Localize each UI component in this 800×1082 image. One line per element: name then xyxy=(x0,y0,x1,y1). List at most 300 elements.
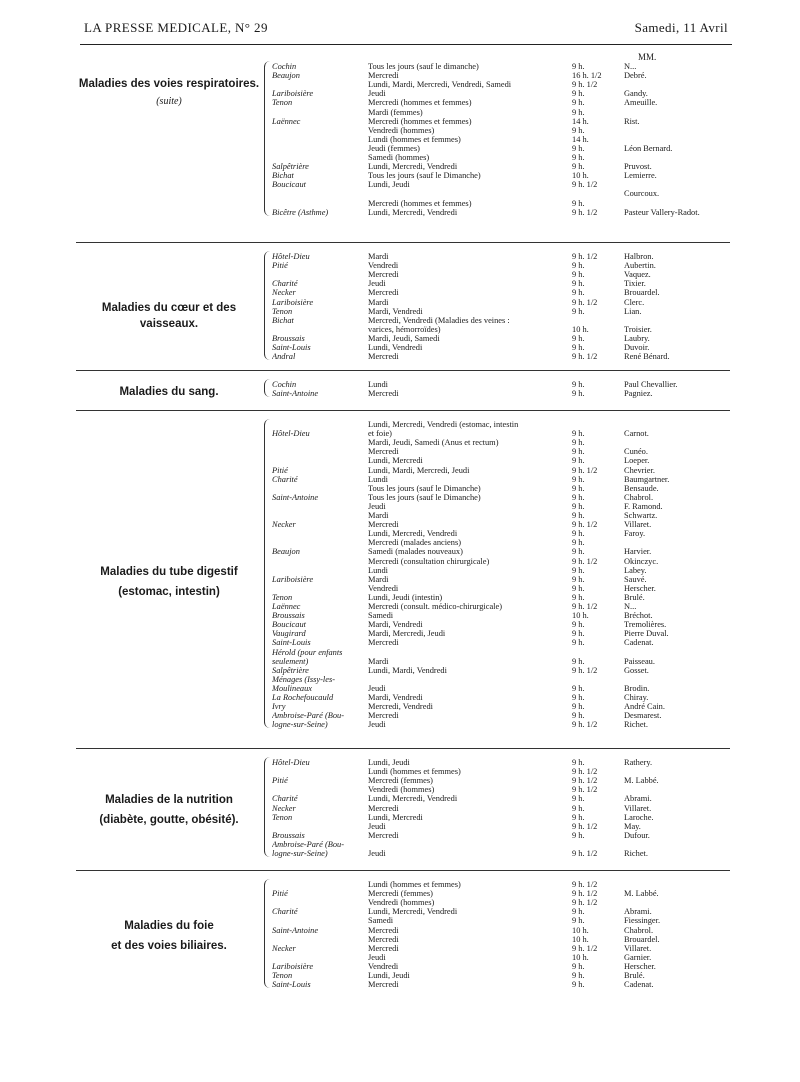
consultation-row xyxy=(272,135,732,144)
physician-name: Loeper. xyxy=(624,456,650,466)
consultation-time: 10 h. xyxy=(572,934,589,944)
physician-name: Schwartz. xyxy=(624,511,658,520)
consultation-days: Mercredi (consult. médico-chirurgicale) xyxy=(368,602,503,611)
consultation-row xyxy=(272,794,732,803)
page-header xyxy=(84,20,728,42)
physician-name: Herscher. xyxy=(624,961,656,971)
consultation-row xyxy=(272,926,732,935)
consultation-time: 9 h. xyxy=(572,565,585,575)
consultation-days: Lundi xyxy=(368,565,389,575)
consultation-row xyxy=(272,420,732,429)
consultation-time: 14 h. xyxy=(572,116,589,126)
physician-name: N... xyxy=(624,62,637,71)
physician-name: Chevrier. xyxy=(624,465,655,475)
physician-name: Ameuille. xyxy=(624,98,658,108)
schedule-section xyxy=(76,878,730,991)
consultation-row xyxy=(272,208,732,217)
consultation-row xyxy=(272,199,732,208)
consultation-row xyxy=(272,343,732,352)
consultation-time: 9 h. xyxy=(572,107,585,117)
consultation-time: 9 h. xyxy=(572,683,585,693)
consultation-days: Mercredi (hommes et femmes) xyxy=(368,116,472,126)
physician-name: Carnot. xyxy=(624,429,649,439)
hospital-name: Ambroise-Paré (Bou- xyxy=(272,839,345,849)
physician-name: Abrami. xyxy=(624,907,652,917)
physician-name: Gandy. xyxy=(624,89,648,99)
consultation-row xyxy=(272,171,732,180)
physician-name: Chiray. xyxy=(624,693,649,702)
physician-name: May. xyxy=(624,821,641,831)
consultation-row xyxy=(272,849,732,858)
consultation-days: Lundi, Mercredi, Vendredi xyxy=(368,529,458,539)
section-title: (diabète, goutte, obésité). xyxy=(99,814,239,826)
consultation-time: 9 h. xyxy=(572,343,585,352)
physician-name: Herscher. xyxy=(624,583,656,593)
consultation-days: Jeudi xyxy=(368,849,386,858)
consultation-days: Mercredi xyxy=(368,711,399,721)
hospital-name: Saint-Louis xyxy=(272,638,311,648)
consultation-days: Mercredi xyxy=(368,352,399,362)
physician-name: Cadenat. xyxy=(624,980,654,990)
consultation-days: Lundi, Mercredi, Vendredi xyxy=(368,907,458,917)
consultation-days: Mercredi xyxy=(368,270,399,280)
consultation-row xyxy=(272,593,732,602)
consultation-time: 10 h. xyxy=(572,171,589,181)
physician-name: Halbron. xyxy=(624,252,654,261)
section-divider xyxy=(76,870,730,871)
consultation-row xyxy=(272,889,732,898)
consultation-row xyxy=(272,711,732,720)
physician-name: Bréchot. xyxy=(624,611,653,621)
consultation-row xyxy=(272,475,732,484)
consultation-time: 9 h. 1/2 xyxy=(572,889,598,899)
consultation-days: Vendredi xyxy=(368,961,399,971)
hospital-name: Cochin xyxy=(272,62,297,71)
consultation-time: 9 h. xyxy=(572,279,585,289)
consultation-row xyxy=(272,693,732,702)
consultation-row xyxy=(272,117,732,126)
consultation-row xyxy=(272,71,732,80)
consultation-days: Tous les jours (sauf le Dimanche) xyxy=(368,483,481,493)
consultation-row xyxy=(272,438,732,447)
consultation-days: Lundi, Mardi, Mercredi, Vendredi, Samedi xyxy=(368,80,512,90)
consultation-days: Mardi xyxy=(368,252,389,261)
consultation-row xyxy=(272,80,732,89)
consultation-time: 9 h. 1/2 xyxy=(572,776,598,786)
consultation-days: Samedi (malades nouveaux) xyxy=(368,547,463,557)
physician-name: Duvoir. xyxy=(624,343,650,352)
physician-name: Brouardel. xyxy=(624,288,660,298)
consultation-row xyxy=(272,935,732,944)
consultation-days: Mardi xyxy=(368,297,389,307)
hospital-name: Pitié xyxy=(272,261,288,271)
section-title: Maladies du cœur et des vaisseaux. xyxy=(101,302,237,330)
consultation-row xyxy=(272,980,732,989)
hospital-name: Necker xyxy=(272,803,296,813)
consultation-row xyxy=(272,638,732,647)
consultation-time: 9 h. xyxy=(572,474,585,484)
consultation-row xyxy=(272,675,732,684)
hospital-name: Boucicaut xyxy=(272,620,306,630)
schedule-section xyxy=(76,250,730,363)
hospital-name: Saint-Antoine xyxy=(272,925,319,935)
consultation-row xyxy=(272,153,732,162)
consultation-time: 10 h. xyxy=(572,952,589,962)
consultation-days: Mardi, Jeudi, Samedi xyxy=(368,333,440,343)
physician-name: Brulé. xyxy=(624,971,645,980)
consultation-days: Mardi, Vendredi xyxy=(368,693,423,702)
consultation-row xyxy=(272,880,732,889)
consultation-time: 9 h. xyxy=(572,306,585,316)
consultation-time: 9 h. xyxy=(572,529,585,539)
physician-name: Labey. xyxy=(624,565,647,575)
physician-name: Rist. xyxy=(624,116,640,126)
hospital-name: Tenon xyxy=(272,306,293,316)
physician-name: Pruvost. xyxy=(624,162,652,172)
section-divider xyxy=(76,242,730,243)
hospital-name: Lariboisière xyxy=(272,574,314,584)
hospital-name: Pitié xyxy=(272,465,288,475)
consultation-time: 9 h. xyxy=(572,620,585,630)
consultation-days: Vendredi (hommes) xyxy=(368,898,435,908)
consultation-time: 9 h. xyxy=(572,702,585,712)
consultation-days: Vendredi (hommes) xyxy=(368,125,435,135)
section-brace xyxy=(264,419,271,728)
consultation-row xyxy=(272,822,732,831)
consultation-time: 9 h. xyxy=(572,693,585,702)
consultation-time: 10 h. xyxy=(572,324,589,334)
consultation-days: Mercredi xyxy=(368,830,399,840)
consultation-time: 9 h. xyxy=(572,270,585,280)
consultation-days: Lundi, Mercredi, Vendredi xyxy=(368,794,458,804)
hospital-name: Hôtel-Dieu xyxy=(272,252,310,261)
consultation-row xyxy=(272,971,732,980)
physician-name: Richet. xyxy=(624,720,648,730)
consultation-time: 9 h. xyxy=(572,483,585,493)
physician-name: Rathery. xyxy=(624,758,653,767)
consultation-time: 10 h. xyxy=(572,611,589,621)
consultation-time: 9 h. 1/2 xyxy=(572,297,598,307)
physician-name: Courcoux. xyxy=(624,189,660,199)
consultation-row xyxy=(272,270,732,279)
consultation-days: Lundi, Mercredi xyxy=(368,456,423,466)
physician-name: Brodin. xyxy=(624,683,650,693)
hospital-name: logne-sur-Seine) xyxy=(272,720,328,730)
consultation-days: Lundi, Mercredi, Vendredi xyxy=(368,207,458,217)
hospital-name: Lariboisière xyxy=(272,89,314,99)
consultation-row xyxy=(272,380,732,389)
consultation-days: Jeudi xyxy=(368,279,386,289)
consultation-days: Lundi, Mercredi, Vendredi xyxy=(368,162,458,172)
consultation-time: 9 h. xyxy=(572,143,585,153)
hospital-name: Saint-Antoine xyxy=(272,389,319,399)
consultation-days: Jeudi (femmes) xyxy=(368,143,420,153)
physician-name: Léon Bernard. xyxy=(624,143,673,153)
consultation-days: Lundi, Jeudi (intestin) xyxy=(368,592,443,602)
consultation-days: varices, hémorroïdes) xyxy=(368,324,441,334)
hospital-name: Saint-Louis xyxy=(272,343,311,352)
consultation-row xyxy=(272,502,732,511)
consultation-time: 9 h. 1/2 xyxy=(572,180,598,190)
consultation-time: 9 h. 1/2 xyxy=(572,720,598,730)
hospital-name: Bichat xyxy=(272,171,294,181)
consultation-row xyxy=(272,484,732,493)
hospital-name: Bichat xyxy=(272,315,294,325)
consultation-days: Lundi, Vendredi xyxy=(368,343,423,352)
consultation-days: Lundi, Jeudi xyxy=(368,180,410,190)
hospital-name: Ivry xyxy=(272,702,286,712)
consultation-row xyxy=(272,98,732,107)
consultation-time: 9 h. xyxy=(572,830,585,840)
physician-name: Pierre Duval. xyxy=(624,629,669,639)
consultation-days: Samedi xyxy=(368,916,394,926)
consultation-time: 9 h. xyxy=(572,162,585,172)
section-brace xyxy=(264,379,271,397)
header-rule xyxy=(80,44,732,45)
physician-name: Abrami. xyxy=(624,794,652,804)
physician-name: Lemierre. xyxy=(624,171,657,181)
hospital-name: Laënnec xyxy=(272,602,301,611)
consultation-row xyxy=(272,758,732,767)
consultation-time: 9 h. xyxy=(572,389,585,399)
consultation-days: Mercredi (hommes et femmes) xyxy=(368,98,472,108)
consultation-days: Mercredi (hommes et femmes) xyxy=(368,198,472,208)
physician-name: Vaquez. xyxy=(624,270,651,280)
consultation-days: Vendredi xyxy=(368,261,399,271)
consultation-time: 9 h. xyxy=(572,456,585,466)
consultation-time: 16 h. 1/2 xyxy=(572,71,602,81)
consultation-time: 9 h. xyxy=(572,538,585,548)
consultation-row xyxy=(272,456,732,465)
consultation-row xyxy=(272,666,732,675)
hospital-name: Moulineaux xyxy=(272,683,313,693)
physician-name: Villaret. xyxy=(624,520,652,530)
section-title: Maladies de la nutrition xyxy=(105,794,233,806)
consultation-days: Tous les jours (sauf le Dimanche) xyxy=(368,171,481,181)
consultation-row xyxy=(272,144,732,153)
physician-name: Baumgartner. xyxy=(624,474,670,484)
consultation-time: 9 h. 1/2 xyxy=(572,821,598,831)
consultation-row xyxy=(272,767,732,776)
consultation-days: Mardi xyxy=(368,574,389,584)
consultation-time: 9 h. xyxy=(572,971,585,980)
hospital-name: Necker xyxy=(272,943,296,953)
consultation-time: 9 h. xyxy=(572,916,585,926)
consultation-days: Mercredi xyxy=(368,934,399,944)
consultation-time: 9 h. 1/2 xyxy=(572,602,598,611)
hospital-name: Hôtel-Dieu xyxy=(272,429,310,439)
hospital-name: Tenon xyxy=(272,812,293,822)
consultation-days: Mercredi xyxy=(368,980,399,990)
consultation-row xyxy=(272,62,732,71)
consultation-row xyxy=(272,611,732,620)
consultation-row xyxy=(272,776,732,785)
consultation-days: Jeudi xyxy=(368,720,386,730)
consultation-days: Jeudi xyxy=(368,821,386,831)
hospital-name: Charité xyxy=(272,474,298,484)
consultation-time: 9 h. xyxy=(572,961,585,971)
consultation-row xyxy=(272,334,732,343)
consultation-time: 9 h. xyxy=(572,333,585,343)
hospital-name: Necker xyxy=(272,288,296,298)
consultation-row xyxy=(272,162,732,171)
consultation-days: Lundi, Mardi, Mercredi, Jeudi xyxy=(368,465,470,475)
physician-name: Richet. xyxy=(624,849,648,858)
schedule-section xyxy=(76,418,730,731)
consultation-days: et foie) xyxy=(368,429,392,439)
physician-name: Aubertin. xyxy=(624,261,656,271)
consultation-row xyxy=(272,831,732,840)
physician-name: Villaret. xyxy=(624,803,652,813)
hospital-name: Broussais xyxy=(272,830,305,840)
consultation-row xyxy=(272,684,732,693)
consultation-days: Mardi, Vendredi xyxy=(368,306,423,316)
consultation-row xyxy=(272,702,732,711)
column-heading-mm: MM. xyxy=(638,52,657,62)
consultation-time: 9 h. xyxy=(572,438,585,448)
consultation-time: 9 h. 1/2 xyxy=(572,849,598,858)
section-title: Maladies du foie xyxy=(124,920,214,932)
section-divider xyxy=(76,370,730,371)
consultation-row xyxy=(272,325,732,334)
consultation-days: Tous les jours (sauf le Dimanche) xyxy=(368,492,481,502)
hospital-name: Salpêtrière xyxy=(272,162,309,172)
consultation-days: Lundi, Mercredi xyxy=(368,812,423,822)
section-brace xyxy=(264,251,271,360)
consultation-days: Mercredi (femmes) xyxy=(368,776,433,786)
consultation-row xyxy=(272,529,732,538)
physician-name: Paisseau. xyxy=(624,656,655,666)
physician-name: André Cain. xyxy=(624,702,665,712)
consultation-time: 9 h. xyxy=(572,907,585,917)
consultation-days: Mercredi xyxy=(368,803,399,813)
consultation-time: 9 h. xyxy=(572,638,585,648)
hospital-name: Bicêtre (Asthme) xyxy=(272,207,329,217)
section-title: Maladies du sang. xyxy=(119,386,219,398)
physician-name: M. Labbé. xyxy=(624,889,659,899)
consultation-row xyxy=(272,261,732,270)
hospital-name: Pitié xyxy=(272,776,288,786)
physician-name: Gosset. xyxy=(624,665,649,675)
physician-name: René Bénard. xyxy=(624,352,670,362)
consultation-days: Mercredi xyxy=(368,389,399,399)
physician-name: Dufour. xyxy=(624,830,650,840)
physician-name: Fiessinger. xyxy=(624,916,661,926)
consultation-row xyxy=(272,575,732,584)
consultation-days: Mercredi (consultation chirurgicale) xyxy=(368,556,490,566)
consultation-time: 9 h. 1/2 xyxy=(572,352,598,362)
consultation-time: 9 h. 1/2 xyxy=(572,207,598,217)
hospital-name: Necker xyxy=(272,520,296,530)
consultation-row xyxy=(272,944,732,953)
consultation-row xyxy=(272,389,732,398)
consultation-time: 9 h. xyxy=(572,98,585,108)
physician-name: Sauvé. xyxy=(624,574,647,584)
hospital-name: Salpêtrière xyxy=(272,665,309,675)
consultation-row xyxy=(272,429,732,438)
physician-name: Tixier. xyxy=(624,279,646,289)
issue-date: Samedi, 11 Avril xyxy=(634,20,728,35)
consultation-days: Lundi (hommes et femmes) xyxy=(368,134,461,144)
journal-title: LA PRESSE MEDICALE, N° 29 xyxy=(84,20,268,35)
consultation-row xyxy=(272,511,732,520)
consultation-time: 14 h. xyxy=(572,134,589,144)
consultation-time: 9 h. xyxy=(572,794,585,804)
consultation-days: Mardi (femmes) xyxy=(368,107,423,117)
consultation-time: 9 h. xyxy=(572,447,585,457)
hospital-name: Charité xyxy=(272,907,298,917)
consultation-row xyxy=(272,720,732,729)
physician-name: Cadenat. xyxy=(624,638,654,648)
consultation-days: Tous les jours (sauf le dimanche) xyxy=(368,62,479,71)
hospital-name: seulement) xyxy=(272,656,309,666)
consultation-time: 10 h. xyxy=(572,925,589,935)
physician-name: Harvier. xyxy=(624,547,652,557)
consultation-days: Lundi, Jeudi xyxy=(368,971,410,980)
consultation-days: Lundi, Mercredi, Vendredi (estomac, intestin xyxy=(368,420,519,429)
consultation-time: 9 h. xyxy=(572,62,585,71)
consultation-time: 9 h. 1/2 xyxy=(572,785,598,795)
consultation-days: Mercredi, Vendredi (Maladies des veines : xyxy=(368,315,510,325)
consultation-days: Mercredi, Vendredi xyxy=(368,702,433,712)
consultation-row xyxy=(272,916,732,925)
consultation-row xyxy=(272,602,732,611)
section-title: Maladies du tube digestif xyxy=(100,566,238,578)
consultation-time: 9 h. xyxy=(572,656,585,666)
hospital-name: Ambroise-Paré (Bou- xyxy=(272,711,345,721)
physician-name: Okinczyc. xyxy=(624,556,659,566)
consultation-days: Lundi xyxy=(368,380,389,389)
consultation-days: Mardi, Vendredi xyxy=(368,620,423,630)
physician-name: Bensaude. xyxy=(624,483,659,493)
consultation-time: 9 h. xyxy=(572,492,585,502)
consultation-days: Vendredi xyxy=(368,583,399,593)
consultation-days: Jeudi xyxy=(368,89,386,99)
consultation-time: 9 h. xyxy=(572,501,585,511)
hospital-name: Vaugirard xyxy=(272,629,306,639)
consultation-time: 9 h. xyxy=(572,547,585,557)
consultation-time: 9 h. 1/2 xyxy=(572,556,598,566)
hospital-name: Andral xyxy=(272,352,296,362)
physician-name: Paul Chevallier. xyxy=(624,380,678,389)
hospital-name: Laënnec xyxy=(272,116,301,126)
consultation-days: Lundi, Mardi, Vendredi xyxy=(368,665,447,675)
consultation-time: 9 h. 1/2 xyxy=(572,880,598,889)
hospital-name: Lariboisière xyxy=(272,961,314,971)
consultation-row xyxy=(272,629,732,638)
hospital-name: Saint-Louis xyxy=(272,980,311,990)
physician-name: Pasteur Vallery-Radot. xyxy=(624,207,700,217)
consultation-time: 9 h. xyxy=(572,125,585,135)
consultation-row xyxy=(272,352,732,361)
section-divider xyxy=(76,410,730,411)
consultation-days: Lundi xyxy=(368,474,389,484)
consultation-days: Mardi, Jeudi, Samedi (Anus et rectum) xyxy=(368,438,499,448)
section-brace xyxy=(264,879,271,988)
section-title: Maladies des voies respiratoires. xyxy=(78,78,260,90)
consultation-time: 9 h. 1/2 xyxy=(572,252,598,261)
consultation-row xyxy=(272,89,732,98)
consultation-days: Mercredi xyxy=(368,71,399,81)
consultation-time: 9 h. xyxy=(572,511,585,520)
physician-name: F. Ramond. xyxy=(624,501,663,511)
consultation-row xyxy=(272,493,732,502)
hospital-name: Cochin xyxy=(272,380,297,389)
physician-name: Troisier. xyxy=(624,324,652,334)
consultation-row xyxy=(272,316,732,325)
consultation-row xyxy=(272,953,732,962)
section-title: et des voies biliaires. xyxy=(111,940,227,952)
